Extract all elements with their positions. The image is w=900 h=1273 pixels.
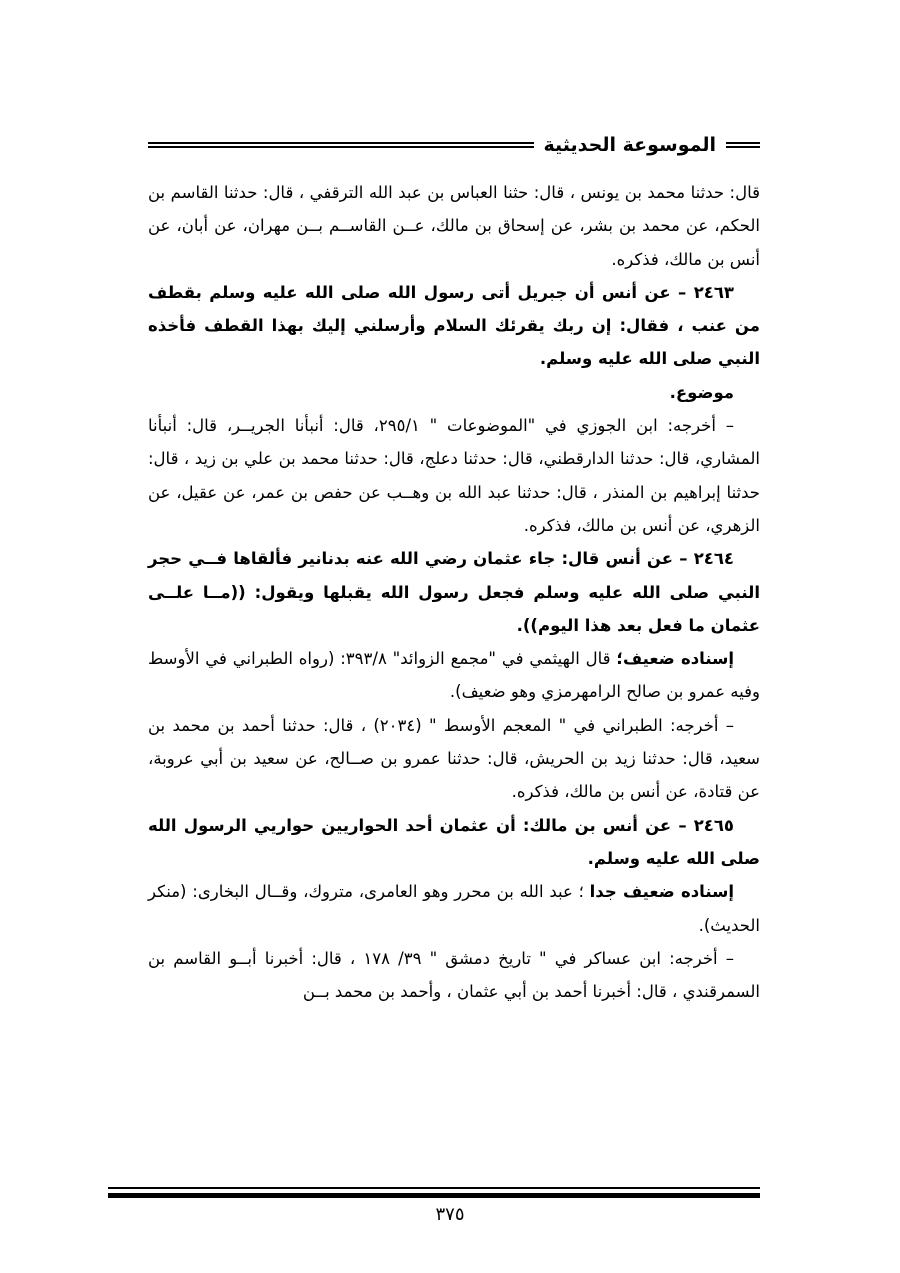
hadith-2463: ٢٤٦٣ – عن أنس أن جبريل أتى رسول الله صلى الله عليه وسلم بقطف من عنب ، فقال: إن ربك يقرئك السلام وأرسلني إليك بهذا القطف فأخذه النبي صلى الله عليه وسلم. bbox=[148, 282, 760, 369]
takhrij-2465: – أخرجه: ابن عساكر في " تاريخ دمشق " ٣٩/ ١٧٨ ، قال: أخبرنا أبــو القاسم بن السمرقندي ، قال: أخبرنا أحمد بن أبي عثمان ، وأحمد بن محمد بــن bbox=[148, 948, 760, 1002]
hadith-2465: ٢٤٦٥ – عن أنس بن مالك: أن عثمان أحد الحواريين حواريي الرسول الله صلى الله عليه وسلم. bbox=[148, 815, 760, 868]
header-rule-right bbox=[726, 142, 760, 148]
takhrij-2464: – أخرجه: الطبراني في " المعجم الأوسط " (٢٠٣٤) ، قال: حدثنا أحمد بن محمد بن سعيد، قال: حدثنا زيد بن الحريش، قال: حدثنا عمرو بن صــالح، عن سعيد بن أبي عروبة، عن قتادة، عن أنس بن مالك، فذكره. bbox=[148, 715, 760, 802]
grading-2464 bbox=[148, 642, 760, 709]
grading-2465-text: ؛ عبد الله بن محرر وهو العامرى، متروك، وقــال البخارى: (منكر الحديث). bbox=[148, 882, 760, 935]
page-body bbox=[148, 176, 760, 1008]
grading-2465-lead: إسناده ضعيف جدا bbox=[589, 882, 734, 902]
takhrij-2463: – أخرجه: ابن الجوزي في "الموضوعات " ٢٩٥/١، قال: أنبأنا الجريــر، قال: أنبأنا المشاري، قال: حدثنا الدارقطني، قال: حدثنا دعلج، قال: حدثنا محمد بن علي بن زيد ، قال: حدثنا إبراهيم بن المنذر ، قال: حدثنا عبد الله بن وهــب عن حفص بن عمر، عن عقيل، عن الزهري، عن أنس بن مالك، فذكره. bbox=[148, 416, 760, 535]
running-header bbox=[148, 128, 760, 162]
footer-rule-thick bbox=[108, 1193, 760, 1198]
header-rule-left bbox=[148, 142, 534, 148]
grading-2465 bbox=[148, 875, 760, 942]
isnad-continuation: قال: حدثنا محمد بن يونس ، قال: حثنا العباس بن عبد الله الترقفي ، قال: حدثنا القاسم بن الحكم، عن محمد بن بشر، عن إسحاق بن مالك، عــن القاســم بــن مهران، عن أبان، عن أنس بن مالك، فذكره. bbox=[148, 183, 760, 269]
footer-rule-thin bbox=[108, 1187, 760, 1189]
book-title: الموسوعة الحديثية bbox=[543, 134, 716, 156]
hadith-2464: ٢٤٦٤ – عن أنس قال: جاء عثمان رضي الله عنه بدنانير فألقاها فــي حجر النبي صلى الله عليه وسلم فجعل رسول الله يقبلها ويقول: ((مــا علــى عثمان ما فعل بعد هذا اليوم)). bbox=[148, 549, 760, 635]
grading-2464-lead: إسناده ضعيف؛ bbox=[616, 649, 734, 669]
page-number: ٣٧٥ bbox=[435, 1204, 465, 1225]
grading-2463: موضوع. bbox=[669, 382, 734, 402]
footer-rule bbox=[108, 1187, 760, 1198]
grading-2464-text: قال الهيثمي في "مجمع الزوائد" ٣٩٣/٨: (رواه الطبراني في الأوسط وفيه عمرو بن صالح الرامهرمزي وهو ضعيف). bbox=[148, 649, 760, 702]
